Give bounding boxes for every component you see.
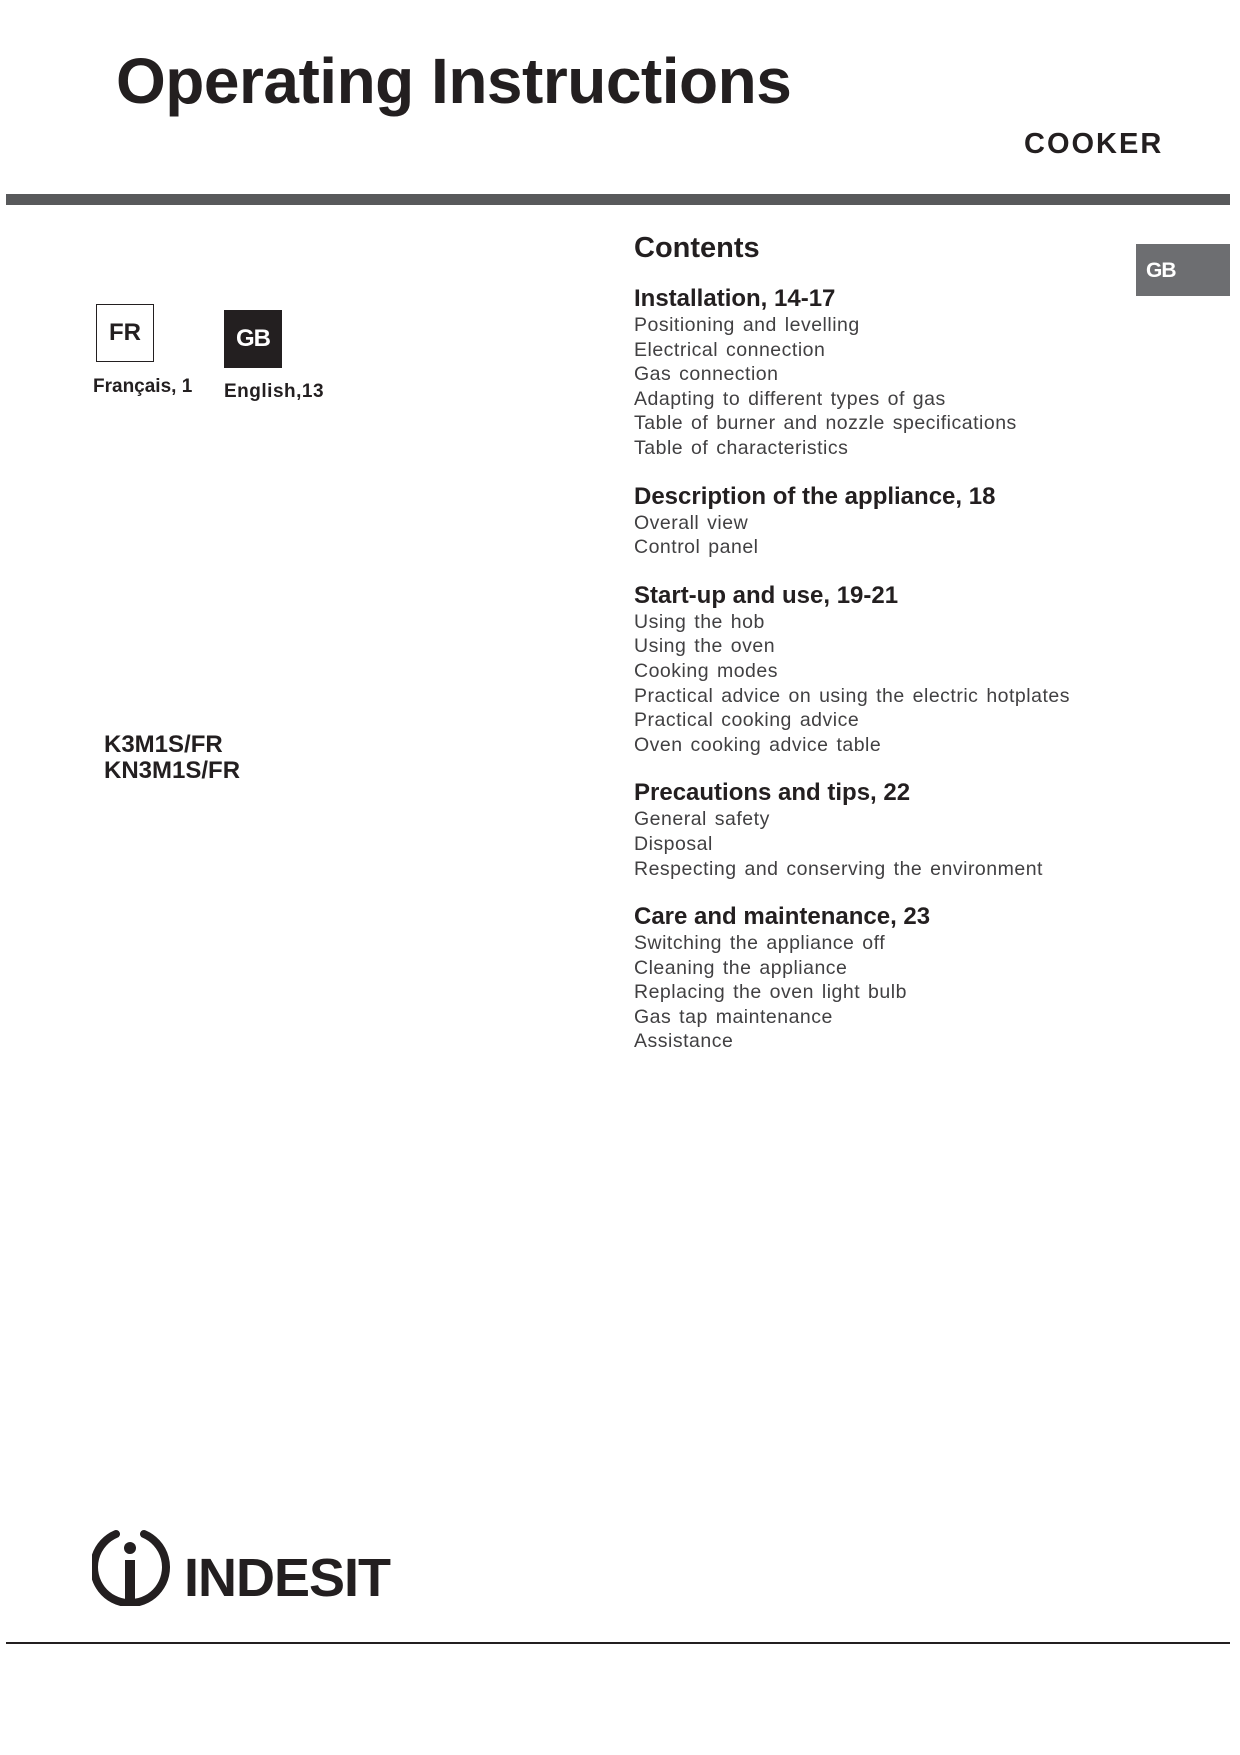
- table-of-contents: [634, 232, 1194, 1076]
- language-badge-fr[interactable]: FR: [96, 304, 154, 362]
- language-badge-gb[interactable]: GB: [224, 310, 282, 368]
- section-heading[interactable]: Start-up and use, 19-21: [634, 581, 899, 609]
- contents-item[interactable]: Cooking modes: [634, 659, 778, 682]
- model-number: K3M1S/FR: [104, 731, 223, 758]
- language-label-fr: Français, 1: [93, 376, 193, 397]
- contents-item[interactable]: Positioning and levelling: [634, 314, 860, 336]
- indesit-i-logo-icon: [94, 1534, 166, 1603]
- section-heading[interactable]: Description of the appliance, 18: [634, 482, 996, 510]
- contents-item[interactable]: Practical cooking advice: [634, 709, 860, 732]
- contents-item[interactable]: Using the hob: [634, 610, 765, 633]
- contents-item[interactable]: Gas tap maintenance: [634, 1005, 833, 1028]
- contents-item[interactable]: Assistance: [634, 1030, 734, 1053]
- contents-item[interactable]: Disposal: [634, 832, 713, 855]
- contents-item[interactable]: Table of characteristics: [634, 436, 849, 459]
- contents-sections: [634, 285, 1194, 1054]
- indesit-logo: [92, 1526, 392, 1606]
- contents-item[interactable]: Switching the appliance off: [634, 932, 886, 955]
- contents-item[interactable]: Cleaning the appliance: [634, 956, 848, 979]
- contents-section: [634, 483, 1194, 560]
- section-heading[interactable]: Precautions and tips, 22: [634, 779, 911, 807]
- header-divider: [6, 194, 1230, 205]
- logo-wordmark: INDESIT: [184, 1548, 391, 1606]
- contents-item[interactable]: General safety: [634, 808, 770, 831]
- contents-item[interactable]: Replacing the oven light bulb: [634, 981, 907, 1004]
- contents-section: [634, 903, 1194, 1054]
- contents-title: Contents: [634, 232, 760, 264]
- contents-item[interactable]: Gas connection: [634, 363, 779, 386]
- contents-item[interactable]: Electrical connection: [634, 338, 826, 361]
- contents-item[interactable]: Table of burner and nozzle specifications: [634, 412, 1017, 435]
- footer-divider: [6, 1642, 1230, 1644]
- contents-section: [634, 285, 1194, 461]
- contents-item[interactable]: Using the oven: [634, 635, 776, 658]
- contents-item[interactable]: Oven cooking advice table: [634, 733, 882, 756]
- language-label-gb: English,13: [224, 381, 325, 402]
- product-type: COOKER: [1024, 128, 1164, 160]
- contents-section: [634, 582, 1194, 758]
- contents-item[interactable]: Adapting to different types of gas: [634, 387, 946, 410]
- section-heading[interactable]: Installation, 14-17: [634, 285, 836, 312]
- model-numbers: [104, 732, 240, 784]
- section-heading[interactable]: Care and maintenance, 23: [634, 903, 931, 931]
- contents-item[interactable]: Overall view: [634, 511, 749, 534]
- contents-section: [634, 779, 1194, 881]
- language-tab: GB: [1136, 244, 1230, 296]
- model-number: KN3M1S/FR: [104, 757, 241, 784]
- contents-item[interactable]: Respecting and conserving the environment: [634, 857, 1043, 880]
- contents-item[interactable]: Practical advice on using the electric hotplates: [634, 684, 1070, 707]
- contents-item[interactable]: Control panel: [634, 536, 759, 559]
- page-title: Operating Instructions: [116, 45, 792, 117]
